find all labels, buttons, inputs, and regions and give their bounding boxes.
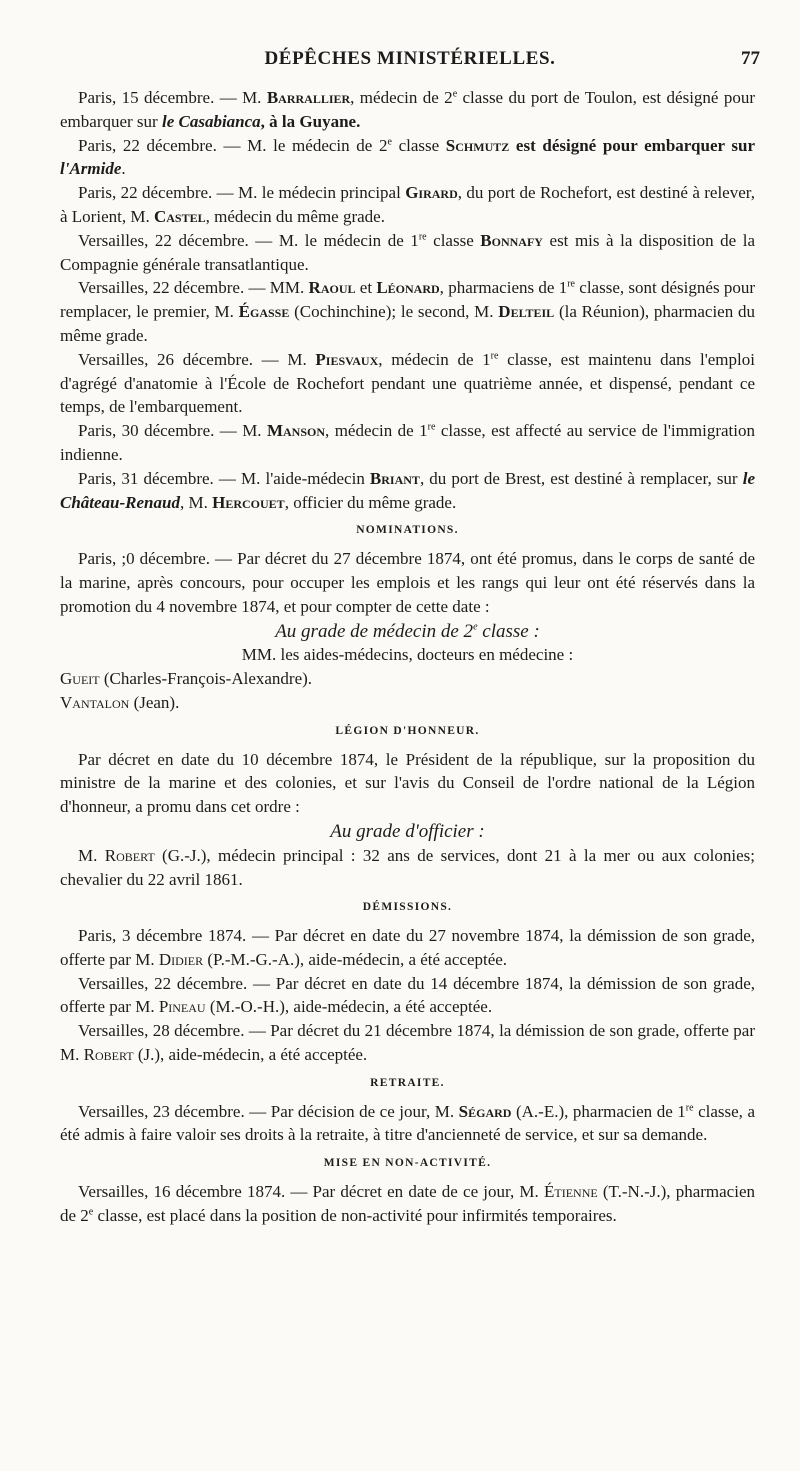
dispatch-bonnafy: Versailles, 22 décembre. — M. le médecin de 1re classe Bonnafy est mis à la disposition de la Compagnie générale transatlantique. [60,230,756,274]
dispatch-girard: Paris, 22 décembre. — M. le médecin principal Girard, du port de Rochefort, est destiné à relever, à Lorient, M. Castel, médecin du même grade. [60,183,755,226]
page-content [60,86,755,1228]
section-heading-demissions: DÉMISSIONS. [362,901,453,914]
nominee-gueit: Gueit (Charles-François-Alexandre). [60,669,313,689]
dispatch-manson: Paris, 30 décembre. — M. Manson, médecin de 1re classe, est affecté au service de l'immigration indienne. [60,421,755,464]
demission-pineau: Versailles, 22 décembre. — Par décret en date du 14 décembre 1874, la démission de son grade, offerte par M. Pineau (M.-O.-H.), aide-médecin, a été acceptée. [60,973,755,1017]
legion-decree: Par décret en date du 10 décembre 1874, le Président de la république, sur la proposition du ministre de la marine et des colonies, et sur l'avis du Conseil de l'ordre national de la Légion d'honneur, a promu dans cet ordre : [60,749,755,817]
demission-robert: Versailles, 28 décembre. — Par décret du 21 décembre 1874, la démission de son grade, offerte par M. Robert (J.), aide-médecin, a été acceptée. [60,1021,755,1065]
nominations-list-intro: MM. les aides-médecins, docteurs en médecine : [241,645,574,665]
legion-promotion-robert: M. Robert (G.-J.), médecin principal : 32 ans de services, dont 21 à la mer ou aux colonies; chevalier du 22 avril 1861. [60,845,755,889]
dispatch-briant: Paris, 31 décembre. — M. l'aide-médecin Briant, du port de Brest, est destiné à remplacer, sur le Château-Renaud, M. Hercouet, officier du même grade. [60,468,755,512]
dispatch-barrallier: Paris, 15 décembre. — M. Barrallier, médecin de 2e classe du port de Toulon, est désigné pour embarquer sur le Casabianca, à la Guyane. [60,88,755,131]
dispatch-piesvaux: Versailles, 26 décembre. — M. Piesvaux, médecin de 1re classe, est maintenu dans l'emploi d'agrégé d'anatomie à l'École de Rochefort pendant une quatrième année, et dispensé, pendant ce temps, de l'embarquement. [60,349,755,417]
section-heading-nominations: NOMINATIONS. [356,524,459,537]
non-activite-etienne: Versailles, 16 décembre 1874. — Par décret en date de ce jour, M. Étienne (T.-N.-J.), pharmacien de 2e classe, est placé dans la position de non-activité pour infirmités temporaires. [60,1182,755,1225]
demission-didier: Paris, 3 décembre 1874. — Par décret en date du 27 novembre 1874, la démission de son grade, offerte par M. Didier (P.-M.-G.-A.), aide-médecin, a été acceptée. [60,926,755,969]
section-heading-retraite: RETRAITE. [370,1076,445,1089]
section-heading-legion: LÉGION D'HONNEUR. [335,724,480,737]
section-heading-non-activite: MISE EN NON-ACTIVITÉ. [323,1157,492,1170]
grade-heading-medecin: Au grade de médecin de 2e classe : [275,620,540,642]
retraite-segard: Versailles, 23 décembre. — Par décision de ce jour, M. Ségard (A.-E.), pharmacien de 1re classe, a été admis à faire valoir ses droits à la retraite, à titre d'ancienneté de service, et sur sa demande. [60,1101,755,1145]
dispatch-schmutz: Paris, 22 décembre. — M. le médecin de 2e classe Schmutz est désigné pour embarquer sur l'Armide. [60,135,755,179]
page-header [60,48,760,74]
page-number: 77 [741,48,760,69]
nominations-decree: Paris, ;0 décembre. — Par décret du 27 décembre 1874, ont été promus, dans le corps de santé de la marine, après concours, pour occuper les emplois et les rangs qui leur ont été réservés dans la promotion du 4 novembre 1874, et pour compter de cette date : [60,549,755,616]
grade-heading-officier: Au grade d'officier : [330,820,485,842]
dispatch-raoul-leonard: Versailles, 22 décembre. — MM. Raoul et Léonard, pharmaciens de 1re classe, sont désignés pour remplacer, le premier, M. Égasse (Cochinchine); le second, M. Delteil (la Réunion), pharmacien du même grade. [60,278,756,345]
running-title: DÉPÊCHES MINISTÉRIELLES. [264,48,556,69]
nominee-vantalon: Vantalon (Jean). [60,692,180,712]
